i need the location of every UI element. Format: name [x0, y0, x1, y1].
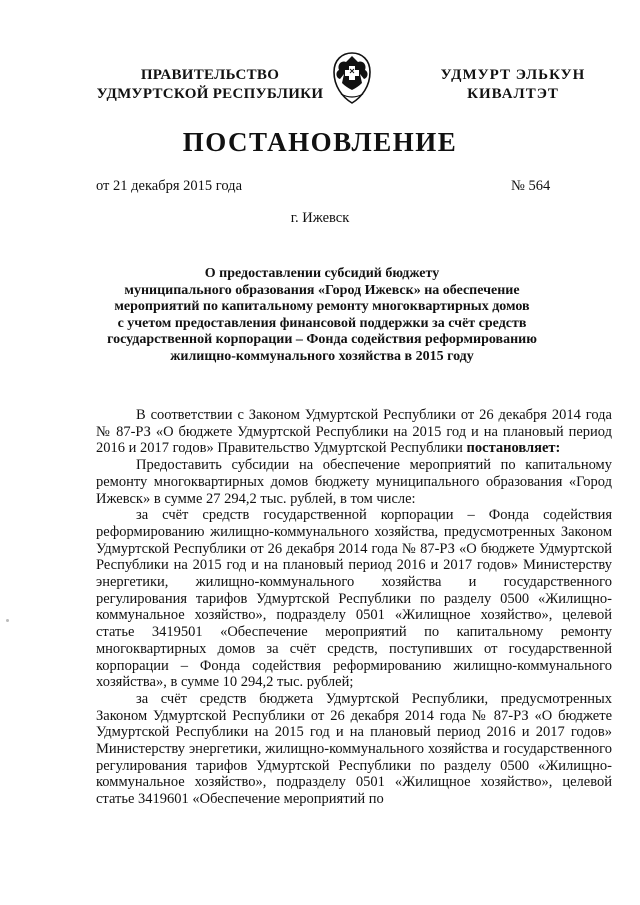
subject-line: государственной корпорации – Фонда содействия реформированию [107, 332, 537, 347]
subject-line: мероприятий по капитальному ремонту многоквартирных домов [114, 299, 530, 314]
subject-line: жилищно-коммунального хозяйства в 2015 году [170, 348, 474, 364]
preamble-text: В соответствии с Законом Удмуртской Республики от 26 декабря 2014 года № 87-РЗ «О бюджете Удмуртской Республики на 2015 год и на плановый период 2016 и 2017 годов» Правительство Удмуртской Республики [96, 407, 612, 457]
subject-line: муниципального образования «Город Ижевск» на обеспечение [124, 282, 520, 298]
header-left-line: УДМУРТСКОЙ РЕСПУБЛИКИ [96, 86, 324, 102]
subject-line: О предоставлении субсидий бюджету [204, 266, 440, 281]
government-name-russian [90, 66, 330, 104]
government-name-udmurt [438, 66, 588, 104]
document-subject [90, 266, 554, 365]
udmurt-coat-of-arms-icon [327, 50, 377, 106]
scan-artifact [6, 619, 9, 622]
body-paragraph: Предоставить субсидии на обеспечение мероприятий по капитальному ремонту многоквартирных домов бюджету муниципального образования «Город Ижевск» в сумме 27 294,2 тыс. рублей, в том числе: [96, 457, 612, 507]
header-right-line: КИВАЛТЭТ [467, 86, 559, 102]
header-left-line: ПРАВИТЕЛЬСТВО [140, 67, 280, 83]
header-right-line: УДМУРТ ЭЛЬКУН [440, 67, 586, 83]
resolves-keyword: постановляет: [466, 440, 561, 457]
body-paragraph: за счёт средств бюджета Удмуртской Республики, предусмотренных Законом Удмуртской Республики от 26 декабря 2014 года № 87-РЗ «О бюджете Удмуртской Республики на 2015 год и на плановый период 2016 и 2017 годов» Министерству энергетики, жилищно-коммунального хозяйства и государственного регулирования тарифов Удмуртской Республики по разделу 0500 «Жилищно-коммунальное хозяйство», подразделу 0501 «Жилищное хозяйство», целевой статье 3419601 «Обеспечение мероприятий по [96, 690, 612, 808]
body-paragraph: за счёт средств государственной корпорации – Фонда содействия реформированию жилищно-коммунального хозяйства, предусмотренных Законом Удмуртской Республики от 26 декабря 2014 года № 87-РЗ «О бюджете Удмуртской Республики на 2015 год и на плановый период 2016 и 2017 годов» Министерству энергетики, жилищно-коммунального хозяйства и государственного регулирования тарифов Удмуртской Республики по разделу 0500 «Жилищно-коммунальное хозяйство», подразделу 0501 «Жилищное хозяйство», целевой статье 3419501 «Обеспечение мероприятий по капитальному ремонту многоквартирных домов за счёт средств, поступивших от государственной корпорации – Фонда содействия реформированию жилищно-коммунального хозяйства», в сумме 10 294,2 тыс. рублей; [96, 507, 612, 691]
document-city: г. Ижевск [290, 210, 350, 226]
subject-line: с учетом предоставления финансовой поддержки за счёт средств [117, 315, 527, 331]
document-title: ПОСТАНОВЛЕНИЕ [182, 127, 458, 157]
preamble-paragraph [96, 407, 612, 457]
document-body [96, 407, 612, 808]
document-date: от 21 декабря 2015 года [96, 178, 242, 194]
document-number: № 564 [511, 178, 551, 194]
